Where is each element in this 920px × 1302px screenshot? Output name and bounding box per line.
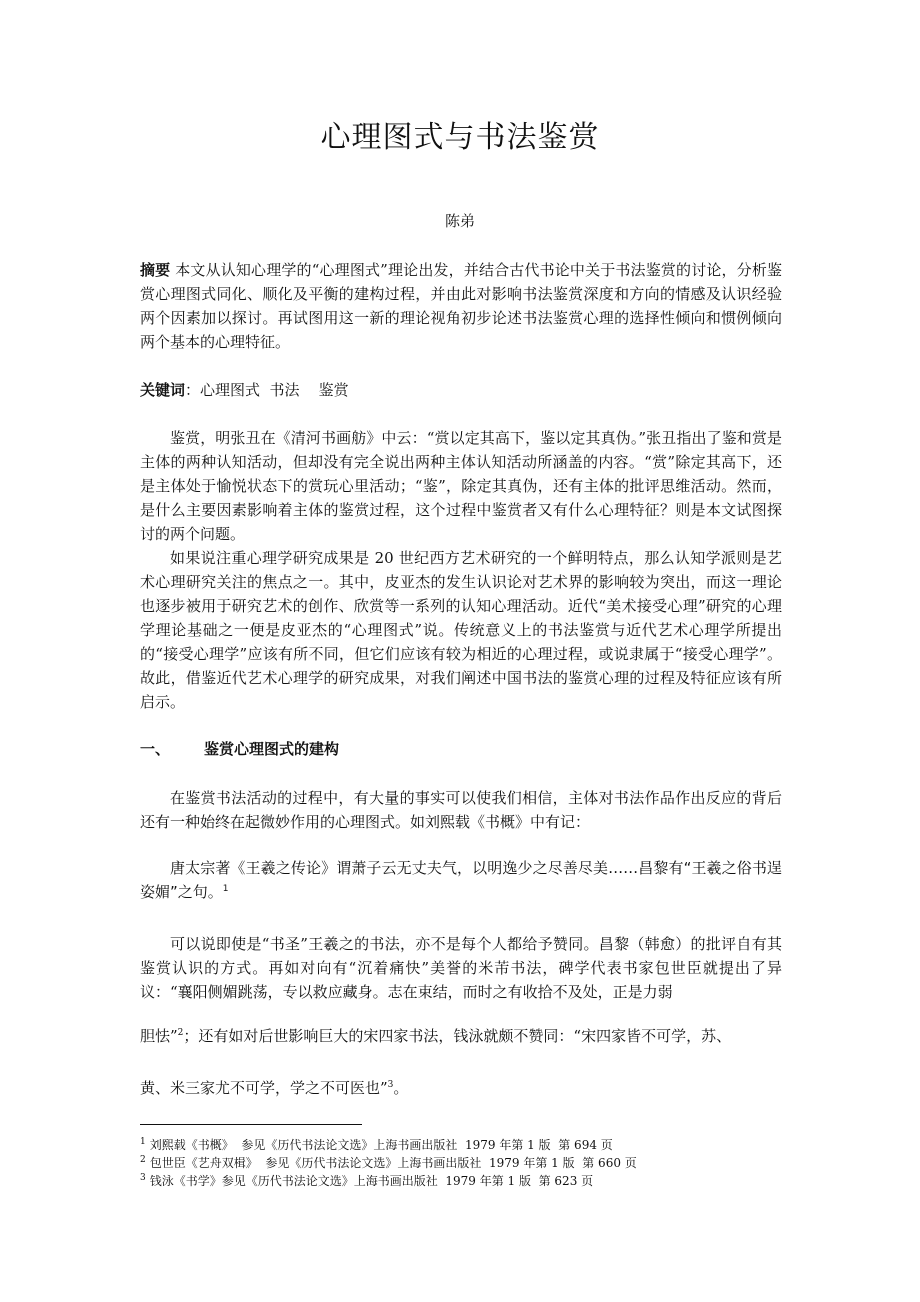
section-paragraph-2-line-1: 可以说即使是“书圣”王羲之的书法，亦不是每个人都给予赞同。昌黎（韩愈）的批评自有其鉴赏认识的方式。再如对向有“沉着痛快”美誉的米芾书法，碑学代表书家包世臣就提出了异议：“襄阳侧媚跳荡，专以救应藏身。志在束结，而时之有收拾不及处，正是力弱 bbox=[140, 935, 782, 1001]
footnote-ref-3[interactable]: 3 bbox=[387, 1080, 394, 1090]
intro-paragraph-2: 如果说注重心理学研究成果是 20 世纪西方艺术研究的一个鲜明特点，那么认知学派则是艺术心理研究关注的焦点之一。其中，皮亚杰的发生认识论对艺术界的影响较为突出，而这一理论也逐步被用于研究艺术的创作、欣赏等一系列的认知心理活动。近代“美术接受心理”研究的心理学理论基础之一便是皮亚杰的“心理图式”说。传统意义上的书法鉴赏与近代艺术心理学所提出的“接受心理学”应该有所不同，但它们应该有较为相近的心理过程，或说隶属于“接受心理学”。故此，借鉴近代艺术心理学的研究成果，对我们阐述中国书法的鉴赏心理的过程及特征应该有所启示。 bbox=[140, 549, 782, 711]
section-heading-text: 鉴赏心理图式的建构 bbox=[204, 740, 340, 758]
abstract-label: 摘要 bbox=[140, 261, 171, 279]
footnotes-list bbox=[140, 1136, 782, 1190]
section-number: 一、 bbox=[140, 740, 171, 758]
footnote-text: 刘熙载《书概》 参见《历代书法论文选》上海书画出版社 1979 年第 1 版 第 694 页 bbox=[149, 1138, 613, 1152]
footnote-mark: 2 bbox=[140, 1155, 146, 1165]
footnote-divider bbox=[140, 1124, 362, 1125]
footnote-item bbox=[140, 1172, 782, 1190]
footnote-mark: 1 bbox=[140, 1137, 146, 1147]
footnote-mark: 3 bbox=[140, 1173, 146, 1183]
section-paragraph-2 bbox=[140, 932, 782, 1100]
intro-section bbox=[140, 426, 782, 714]
paragraph-2-text-d: 。 bbox=[393, 1079, 409, 1097]
abstract-text: 本文从认知心理学的“心理图式”理论出发，并结合古代书论中关于书法鉴赏的讨论，分析鉴赏心理图式同化、顺化及平衡的建构过程，并由此对影响书法鉴赏深度和方向的情感及认识经验两个因素加以探讨。再试图用这一新的理论视角初步论述书法鉴赏心理的选择性倾向和惯例倾向两个基本的心理特征。 bbox=[140, 261, 782, 351]
section-paragraph-1-container bbox=[140, 786, 782, 834]
intro-paragraph-1: 鉴赏，明张丑在《清河书画舫》中云：“赏以定其高下，鉴以定其真伪。”张丑指出了鉴和赏是主体的两种认知活动，但却没有完全说出两种主体认知活动所涵盖的内容。“赏”除定其高下，还是主体处于愉悦状态下的赏玩心里活动；“鉴”，除定其真伪，还有主体的批评思维活动。然而，是什么主要因素影响着主体的鉴赏过程，这个过程中鉴赏者又有什么心理特征？则是本文试图探讨的两个问题。 bbox=[140, 429, 782, 543]
paragraph-2-text-a: 胆怯” bbox=[140, 1027, 178, 1045]
section-paragraph-1: 在鉴赏书法活动的过程中，有大量的事实可以使我们相信，主体对书法作品作出反应的背后还有一种始终在起微妙作用的心理图式。如刘熙载《书概》中有记： bbox=[140, 789, 782, 831]
quote-text: 唐太宗著《王羲之传论》谓萧子云无丈夫气，以明逸少之尽善尽美……昌黎有“王羲之俗书逞姿媚”之句。 bbox=[140, 859, 782, 901]
footnote-text: 包世臣《艺舟双楫》 参见《历代书法论文选》上海书画出版社 1979 年第 1 版 第 660 页 bbox=[149, 1156, 637, 1170]
paragraph-2-text-b: ；还有如对后世影响巨大的宋四家书法，钱泳就颇不赞同：“宋四家皆不可学，苏、 bbox=[183, 1027, 732, 1045]
keywords-label: 关键词 bbox=[140, 381, 186, 399]
footnote-item bbox=[140, 1154, 782, 1172]
author-name: 陈弟 bbox=[444, 212, 475, 230]
footnote-text: 钱泳《书学》参见《历代书法论文选》上海书画出版社 1979 年第 1 版 第 623 页 bbox=[149, 1174, 594, 1188]
section-paragraph-2-line-3 bbox=[140, 1076, 782, 1100]
keywords-line bbox=[140, 378, 782, 402]
footnote-ref-1[interactable]: 1 bbox=[222, 884, 229, 894]
abstract-paragraph bbox=[140, 258, 782, 354]
footnote-item bbox=[140, 1136, 782, 1154]
footnote-ref-2[interactable]: 2 bbox=[177, 1028, 184, 1038]
block-quote bbox=[140, 856, 782, 904]
section-paragraph-2-line-2 bbox=[140, 1024, 782, 1048]
paragraph-2-text-c: 黄、米三家尤不可学，学之不可医也” bbox=[140, 1079, 388, 1097]
section-heading bbox=[140, 738, 782, 759]
page-title: 心理图式与书法鉴赏 bbox=[320, 120, 600, 155]
keywords-text: ：心理图式 书法 鉴赏 bbox=[185, 381, 349, 399]
